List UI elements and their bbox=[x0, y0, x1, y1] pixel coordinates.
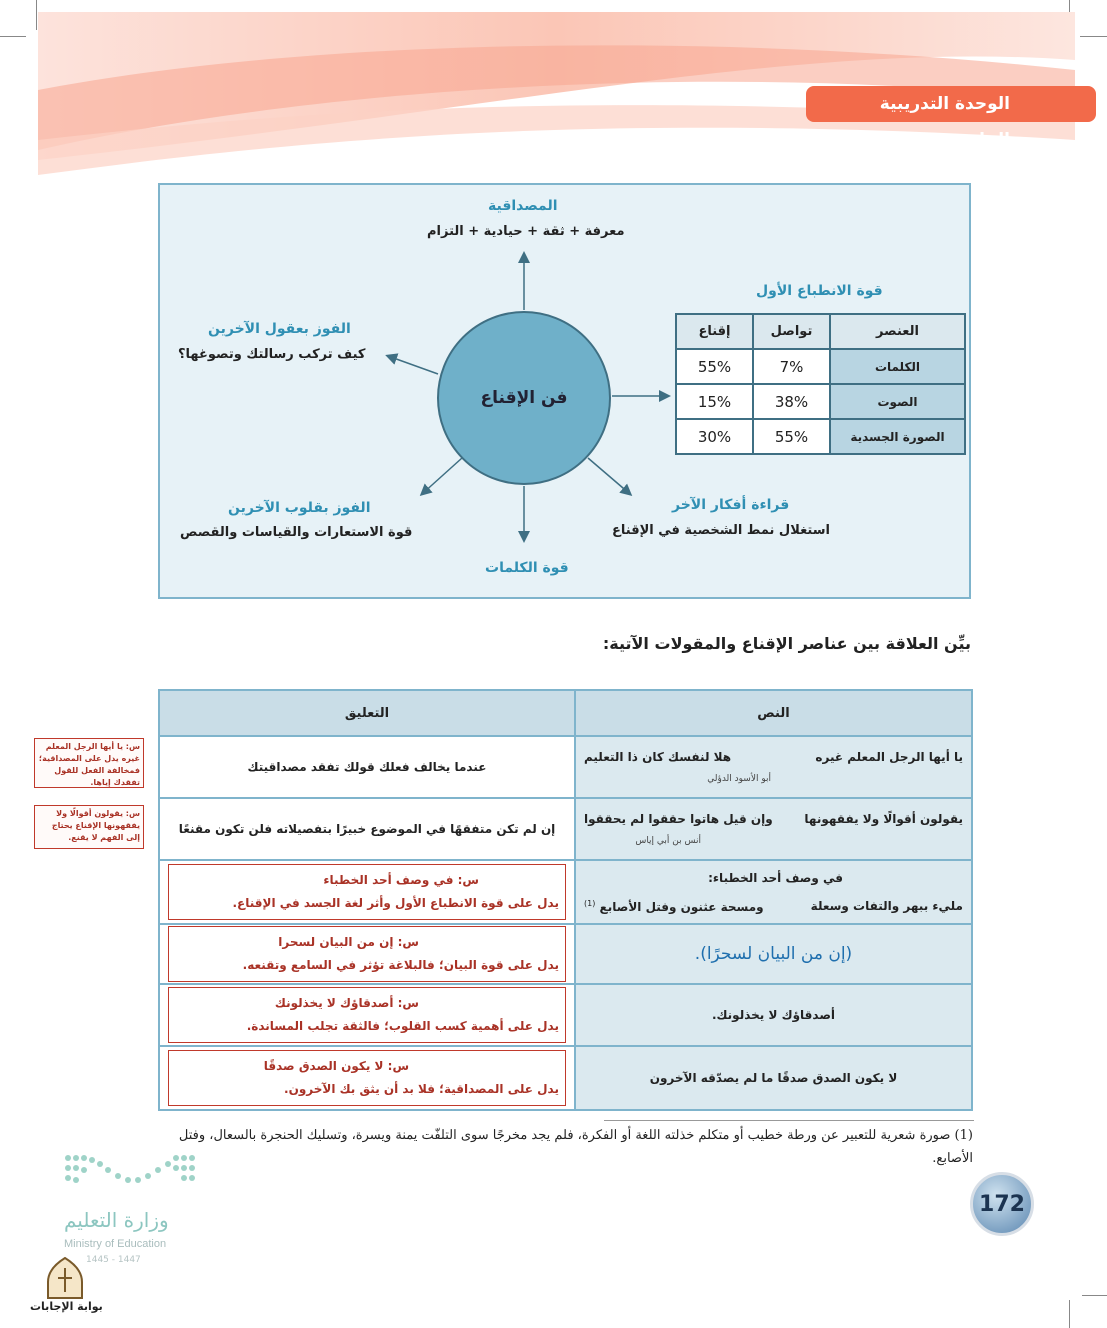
answer-question: س: في وصف أحد الخطباء bbox=[323, 873, 479, 888]
first-impression-heading: قوة الانطباع الأول bbox=[756, 283, 883, 299]
answer-box bbox=[168, 987, 566, 1043]
footnote-divider bbox=[604, 1120, 974, 1121]
value-cell: 38% bbox=[753, 384, 830, 419]
col-persuasion: إقناع bbox=[676, 314, 753, 349]
side-note: س: يا أيها الرجل المعلم غيره يدل على المصداقية؛ فمخالفة الفعل للقول تفقدك إياها. bbox=[34, 738, 144, 788]
quotes-table bbox=[158, 689, 973, 1111]
answer-question: س: أصدقاؤك لا يخذلونك bbox=[274, 996, 419, 1011]
hearts-text: قوة الاستعارات والقياسات والقصص bbox=[180, 525, 413, 540]
answer-box bbox=[168, 926, 566, 982]
table-row bbox=[159, 736, 972, 798]
text-cell bbox=[575, 798, 972, 860]
ministry-logo-icon bbox=[62, 1150, 202, 1200]
poet-name: أبو الأسود الدؤلي bbox=[707, 774, 771, 784]
text-cell bbox=[575, 736, 972, 798]
comment-cell bbox=[159, 860, 575, 924]
text-column-header: النص bbox=[575, 690, 972, 736]
page-number: 172 bbox=[970, 1172, 1034, 1236]
value-cell: 55% bbox=[753, 419, 830, 454]
reading-minds-text: استغلال نمط الشخصية في الإقناع bbox=[612, 523, 830, 538]
comment-cell bbox=[159, 984, 575, 1046]
portal-watermark: بوابة الإجابات bbox=[30, 1300, 103, 1313]
answer-text: يدل على قوة الانطباع الأول وأثر لغة الجسد في الإقناع. bbox=[232, 896, 559, 910]
hearts-heading: الفوز بقلوب الآخرين bbox=[228, 500, 371, 516]
minds-heading: الفوز بعقول الآخرين bbox=[208, 321, 351, 337]
exercise-instruction: بيِّن العلاقة بين عناصر الإقناع والمقولات الآتية: bbox=[602, 634, 971, 653]
comment-column-header: التعليق bbox=[159, 690, 575, 736]
value-cell: 15% bbox=[676, 384, 753, 419]
verse-second-half: ومسحة عثنون وفتل الأصابع bbox=[599, 899, 764, 914]
comment-cell: عندما يخالف فعلك قولك تفقد مصداقيتك bbox=[159, 736, 575, 798]
answer-box bbox=[168, 1050, 566, 1106]
answer-question: س: لا يكون الصدق صدقًا bbox=[263, 1059, 409, 1074]
answer-box bbox=[168, 864, 566, 920]
comment-cell: إن لم تكن متفقهًا في الموضوع خبيرًا بتفصيلاته فلن تكون مقنعًا bbox=[159, 798, 575, 860]
ministry-name-arabic: وزارة التعليم bbox=[64, 1208, 169, 1232]
col-communication: تواصل bbox=[753, 314, 830, 349]
credibility-heading: المصداقية bbox=[488, 198, 558, 214]
persuasion-circle: فن الإقناع bbox=[437, 311, 611, 485]
ministry-name-english: Ministry of Education bbox=[64, 1238, 167, 1250]
verse-first-half: يا أيها الرجل المعلم غيره bbox=[815, 750, 963, 764]
verse-intro: في وصف أحد الخطباء: bbox=[708, 870, 843, 885]
element-cell: الصوت bbox=[830, 384, 965, 419]
poet-name: أنس بن أبي إياس bbox=[635, 836, 701, 846]
text-cell: لا يكون الصدق صدقًا ما لم يصدّقه الآخرون bbox=[575, 1046, 972, 1110]
table-row bbox=[159, 984, 972, 1046]
footnote-mark: (1) bbox=[584, 898, 596, 908]
value-cell: 30% bbox=[676, 419, 753, 454]
answer-text: يدل على أهمية كسب القلوب؛ فالثقة تجلب المساندة. bbox=[246, 1019, 559, 1033]
value-cell: 7% bbox=[753, 349, 830, 384]
table-row bbox=[159, 924, 972, 984]
table-row bbox=[159, 860, 972, 924]
unit-title-tab: الوحدة التدريبية الخامسة bbox=[806, 86, 1096, 122]
table-row bbox=[159, 1046, 972, 1110]
text-cell bbox=[575, 860, 972, 924]
footnote: (1) صورة شعرية للتعبير عن ورطة خطيب أو متكلم خذلته اللغة أو الفكرة، فلم يجد مخرجًا سوى التلفّت يمنة ويسرة، وتسليك الحنجرة بالسعال، وفتل الأصابع. bbox=[178, 1128, 973, 1167]
words-power-heading: قوة الكلمات bbox=[485, 560, 569, 576]
hadith-quote: (إن من البيان لسحرًا). bbox=[694, 944, 853, 964]
element-cell: الصورة الجسدية bbox=[830, 419, 965, 454]
crop-mark bbox=[1082, 1295, 1107, 1296]
verse-second-half: هلا لنفسك كان ذا التعليم bbox=[584, 750, 732, 764]
verse-first-half: يقولون أقوالًا ولا يفقهونها bbox=[804, 812, 963, 826]
table-row bbox=[159, 798, 972, 860]
academic-years: 1445 - 1447 bbox=[86, 1255, 141, 1265]
first-impression-table bbox=[675, 313, 966, 455]
reading-minds-heading: قراءة أفكار الآخر bbox=[672, 497, 790, 513]
verse-first-half: مليء ببهر والتفات وسعلة bbox=[810, 898, 963, 913]
comment-cell bbox=[159, 924, 575, 984]
crop-mark bbox=[1069, 1300, 1070, 1328]
answer-text: يدل على المصداقية؛ فلا بد أن يثق بك الآخرون. bbox=[284, 1082, 559, 1096]
portal-logo-icon bbox=[44, 1256, 86, 1300]
element-cell: الكلمات bbox=[830, 349, 965, 384]
comment-cell bbox=[159, 1046, 575, 1110]
text-cell: أصدقاؤك لا يخذلونك. bbox=[575, 984, 972, 1046]
value-cell: 55% bbox=[676, 349, 753, 384]
col-element: العنصر bbox=[830, 314, 965, 349]
minds-text: كيف تركب رسالتك وتصوغها؟ bbox=[178, 347, 366, 362]
credibility-text: معرفة + ثقة + حيادية + التزام bbox=[427, 224, 625, 239]
diagram-arrows bbox=[0, 0, 1107, 620]
answer-text: يدل على قوة البيان؛ فالبلاغة تؤثر في السامع وتقنعه. bbox=[242, 958, 559, 972]
side-note: س: يقولون أقوالًا ولا يفقهونها الإقناع يحتاج إلى الفهم لا يقنع. bbox=[34, 805, 144, 849]
verse-second-half: وإن قيل هاتوا حققوا لم يحققوا bbox=[584, 812, 773, 826]
answer-question: س: إن من البيان لسحرا bbox=[278, 935, 419, 950]
text-cell bbox=[575, 924, 972, 984]
